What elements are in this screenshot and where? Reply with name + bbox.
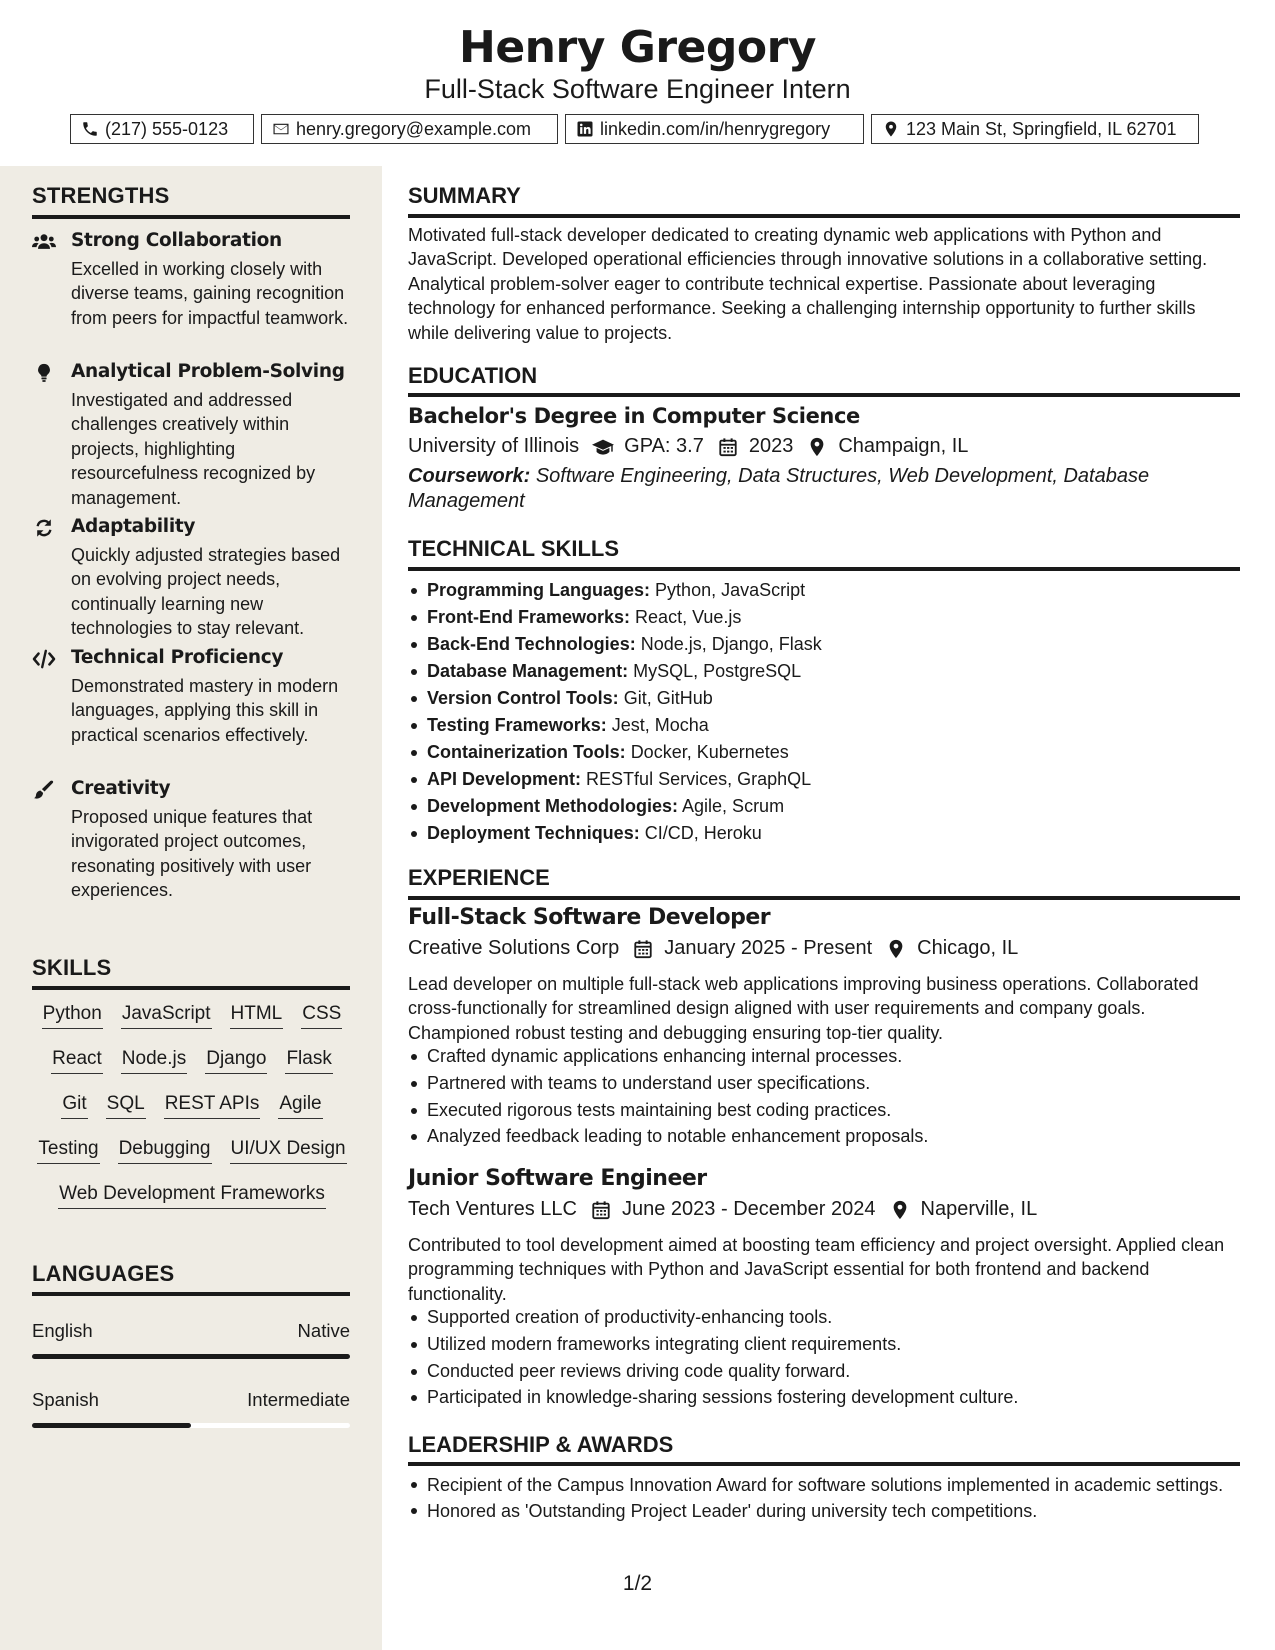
sidebar — [0, 166, 382, 1650]
list-item — [408, 631, 1240, 658]
school-location: Champaign, IL — [838, 435, 969, 457]
list-item — [408, 658, 1240, 685]
languages-rule — [32, 1292, 350, 1296]
candidate-title: Full-Stack Software Engineer Intern — [424, 74, 851, 104]
list-item: Utilized modern frameworks integrating client requirements. — [408, 1331, 1240, 1358]
skill-chip: Python — [42, 1000, 103, 1029]
skill-values: Git, GitHub — [623, 688, 713, 708]
strength-title: Creativity — [71, 778, 171, 799]
list-item: Honored as 'Outstanding Project Leader' during university tech competitions. — [408, 1499, 1240, 1523]
skill-values: Python, JavaScript — [655, 580, 806, 600]
skill-chip: Flask — [285, 1045, 332, 1074]
awards-heading: LEADERSHIP & AWARDS — [408, 1432, 674, 1457]
language-proficiency-fill — [32, 1354, 350, 1359]
list-item: Executed rigorous tests maintaining best coding practices. — [408, 1097, 1240, 1124]
users-icon — [32, 232, 58, 254]
list-item: Participated in knowledge-sharing sessions fostering development culture. — [408, 1384, 1240, 1411]
contact-email[interactable] — [261, 114, 558, 144]
list-item: Analyzed feedback leading to notable enhancement proposals. — [408, 1123, 1240, 1150]
contact-email-text: henry.gregory@example.com — [296, 118, 532, 139]
calendar-icon — [717, 437, 739, 457]
strength-desc: Quickly adjusted strategies based on evolving project needs, continually learning new technologies to stay relevant. — [71, 545, 341, 639]
skill-values: Docker, Kubernetes — [630, 742, 789, 762]
strength-title: Analytical Problem-Solving — [71, 361, 345, 382]
list-item — [408, 739, 1240, 766]
contact-linkedin-text: linkedin.com/in/henrygregory — [600, 118, 831, 139]
skill-category: Testing Frameworks: — [427, 715, 607, 735]
coursework-text: Software Engineering, Data Structures, Web Development, Database Management — [408, 465, 1150, 512]
strength-title: Adaptability — [71, 516, 196, 537]
skill-values: MySQL, PostgreSQL — [633, 661, 802, 681]
paintbrush-icon — [32, 780, 58, 802]
skills-rule — [32, 986, 350, 990]
strength-title: Technical Proficiency — [71, 647, 284, 668]
skill-chip: UI/UX Design — [230, 1135, 347, 1164]
skill-category: API Development: — [427, 769, 582, 789]
technical-skills-heading: TECHNICAL SKILLS — [408, 536, 620, 561]
language-level: Intermediate — [247, 1389, 350, 1410]
code-icon — [32, 649, 58, 671]
strengths-heading: STRENGTHS — [32, 183, 170, 208]
list-item — [408, 712, 1240, 739]
skill-category: Back-End Technologies: — [427, 634, 636, 654]
skills-heading: SKILLS — [32, 955, 112, 980]
map-pin-icon — [885, 939, 907, 959]
map-pin-icon — [882, 120, 900, 138]
list-item — [408, 604, 1240, 631]
strengths-rule — [32, 215, 350, 219]
contact-linkedin[interactable] — [565, 114, 864, 144]
summary-text: Motivated full-stack developer dedicated to creating dynamic web applications with Python and JavaScript. Developed operational efficiencies through innovative solutions in a collaborative setting. Analytical problem-solver eager to contribute technical expertise. Passionate about leveraging technology for enhanced performance. Seeking a challenging internship opportunity to further skills while delivering value to projects. — [408, 225, 1208, 343]
coursework-label: Coursework: — [408, 465, 531, 487]
language-proficiency-bar — [32, 1354, 350, 1359]
job-bullets — [408, 1304, 1240, 1411]
school-name: University of Illinois — [408, 435, 580, 457]
skill-category: Version Control Tools: — [427, 688, 619, 708]
summary-rule — [408, 214, 1240, 218]
skill-category: Programming Languages: — [427, 580, 651, 600]
skill-chip: Agile — [278, 1090, 322, 1119]
list-item — [408, 577, 1240, 604]
skill-values: Node.js, Django, Flask — [640, 634, 822, 654]
strength-desc: Proposed unique features that invigorated project outcomes, resonating positively with user experiences. — [71, 807, 313, 901]
skills-row — [32, 1180, 352, 1225]
skill-chip: Debugging — [118, 1135, 212, 1164]
education-rule — [408, 393, 1240, 397]
skill-values: CI/CD, Heroku — [644, 823, 762, 843]
job-title: Full-Stack Software Developer — [408, 905, 771, 930]
list-item: Recipient of the Campus Innovation Award for software solutions implemented in academic settings. — [408, 1473, 1240, 1497]
calendar-icon — [632, 939, 654, 959]
contact-phone-text: (217) 555-0123 — [105, 118, 229, 139]
list-item: Supported creation of productivity-enhancing tools. — [408, 1304, 1240, 1331]
job-bullets — [408, 1043, 1240, 1150]
skill-category: Front-End Frameworks: — [427, 607, 631, 627]
map-pin-icon — [889, 1200, 911, 1220]
company-name: Tech Ventures LLC — [408, 1198, 577, 1220]
strength-desc: Excelled in working closely with diverse teams, gaining recognition from peers for impactful teamwork. — [71, 259, 349, 328]
skill-values: Agile, Scrum — [682, 796, 785, 816]
job-description: Contributed to tool development aimed at boosting team efficiency and project oversight. Applied clean programming techniques with Python and JavaScript essential for both frontend and backend functionality. — [408, 1235, 1225, 1304]
language-proficiency-fill — [32, 1423, 191, 1428]
skills-row — [32, 1045, 352, 1090]
job-location: Chicago, IL — [917, 937, 1019, 959]
skill-category: Deployment Techniques: — [427, 823, 640, 843]
graduation-year: 2023 — [748, 435, 794, 457]
skill-chip: Django — [205, 1045, 267, 1074]
contact-address[interactable] — [871, 114, 1199, 144]
coursework — [408, 464, 1228, 513]
list-item: Conducted peer reviews driving code quality forward. — [408, 1358, 1240, 1385]
envelope-icon — [272, 120, 290, 138]
skill-chip: HTML — [230, 1000, 284, 1029]
skills-row — [32, 1000, 352, 1045]
candidate-name: Henry Gregory — [459, 22, 816, 73]
language-name: English — [32, 1320, 93, 1341]
job-location: Naperville, IL — [920, 1198, 1038, 1220]
skill-values: Jest, Mocha — [611, 715, 709, 735]
company-name: Creative Solutions Corp — [408, 937, 620, 959]
awards-rule — [408, 1462, 1240, 1466]
language-name: Spanish — [32, 1389, 99, 1410]
technical-skills-rule — [408, 567, 1240, 571]
contact-phone[interactable] — [70, 114, 254, 144]
strength-desc: Demonstrated mastery in modern languages, applying this skill in practical scenarios effectively. — [71, 676, 339, 745]
skill-chip: React — [51, 1045, 103, 1074]
skill-chip: Web Development Frameworks — [58, 1180, 326, 1209]
skill-chip: JavaScript — [121, 1000, 212, 1029]
list-item — [408, 685, 1240, 712]
skill-chip: Testing — [37, 1135, 99, 1164]
list-item — [408, 820, 1240, 847]
technical-skills-list — [408, 577, 1240, 847]
resume-header — [0, 0, 1275, 166]
job-description: Lead developer on multiple full-stack web applications improving business operations. Collaborated cross-functionally for streamlined design aligned with user requirements and company goals. Championed robust testing and debugging ensuring top-tier quality. — [408, 974, 1199, 1043]
language-proficiency-bar — [32, 1423, 350, 1428]
language-level: Native — [297, 1320, 350, 1341]
skill-chip: REST APIs — [164, 1090, 261, 1119]
linkedin-icon — [576, 120, 594, 138]
list-item — [408, 793, 1240, 820]
sync-icon — [32, 518, 58, 540]
skill-category: Containerization Tools: — [427, 742, 626, 762]
skills-chips — [32, 1000, 352, 1225]
summary-heading: SUMMARY — [408, 183, 521, 208]
skill-chip: CSS — [301, 1000, 342, 1029]
strength-desc: Investigated and addressed challenges creatively within projects, highlighting resourcefulness recognized by management. — [71, 390, 316, 508]
job-meta — [408, 937, 1018, 960]
contact-address-text: 123 Main St, Springfield, IL 62701 — [906, 118, 1177, 139]
page-number: 1/2 — [622, 1572, 653, 1595]
skill-category: Development Methodologies: — [427, 796, 679, 816]
graduation-cap-icon — [592, 437, 614, 457]
skill-category: Database Management: — [427, 661, 629, 681]
languages-heading: LANGUAGES — [32, 1261, 175, 1286]
education-heading: EDUCATION — [408, 363, 538, 388]
awards-list — [408, 1473, 1240, 1526]
job-dates: January 2025 - Present — [664, 937, 873, 959]
job-dates: June 2023 - December 2024 — [622, 1198, 876, 1220]
skill-chip: Git — [61, 1090, 87, 1119]
lightbulb-icon — [32, 363, 58, 385]
experience-heading: EXPERIENCE — [408, 865, 550, 890]
job-title: Junior Software Engineer — [408, 1166, 707, 1191]
skill-values: RESTful Services, GraphQL — [586, 769, 812, 789]
gpa: GPA: 3.7 — [624, 435, 704, 457]
skill-chip: SQL — [106, 1090, 146, 1119]
calendar-icon — [590, 1200, 612, 1220]
list-item — [408, 766, 1240, 793]
skills-row — [32, 1090, 352, 1135]
skill-chip: Node.js — [121, 1045, 187, 1074]
experience-rule — [408, 896, 1240, 900]
list-item: Partnered with teams to understand user specifications. — [408, 1070, 1240, 1097]
job-meta — [408, 1198, 1037, 1221]
education-meta — [408, 435, 968, 458]
map-pin-icon — [806, 437, 828, 457]
phone-icon — [81, 120, 99, 138]
strength-title: Strong Collaboration — [71, 230, 282, 251]
degree-title: Bachelor's Degree in Computer Science — [408, 404, 860, 428]
skill-values: React, Vue.js — [635, 607, 742, 627]
skills-row — [32, 1135, 352, 1180]
list-item: Crafted dynamic applications enhancing internal processes. — [408, 1043, 1240, 1070]
